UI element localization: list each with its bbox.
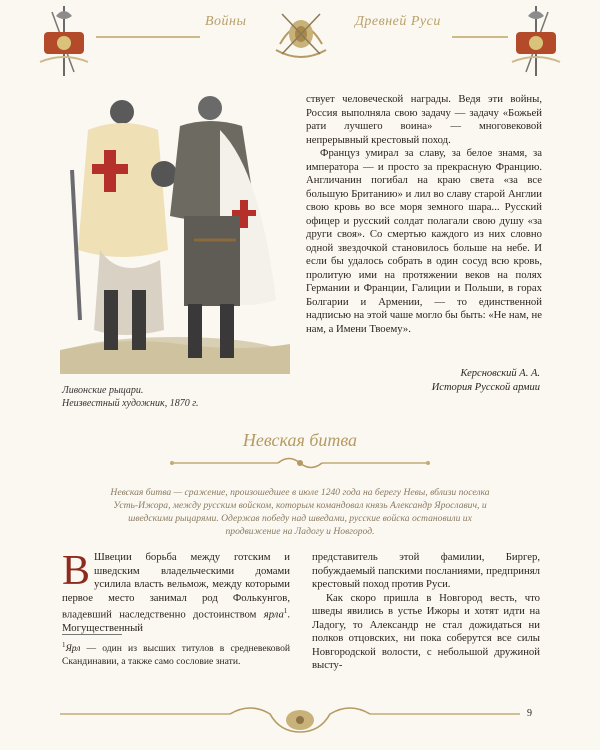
footnote-ref: 1 — [283, 607, 288, 615]
footnote-term: Ярл — [65, 643, 81, 655]
page-number: 9 — [527, 708, 532, 719]
left-weapons-ornament-icon — [34, 2, 94, 78]
quote-paragraph: ствует человеческой награды. Ведя эти войны, Россия выполняла свою задачу — задачу «Божьей рати лучшего воина» — многовековой непрерывный крестовый поход. — [306, 93, 542, 146]
body-text: Швеции борьба между готским и шведским владельческими домами усилила власть вельмож, между которыми первое место занимал род Фолькунгов, владевший наследственно достоинством — [62, 551, 290, 621]
drop-cap: В — [62, 548, 91, 594]
footnote — [62, 639, 290, 668]
footnote-number: 1 — [62, 641, 66, 649]
body-column-left — [62, 548, 290, 636]
header-left-title: Войны — [205, 14, 247, 29]
header-rule-right — [452, 36, 508, 38]
body-column-right — [312, 551, 540, 673]
livonian-knights-illustration — [60, 90, 290, 380]
footer-ornament-icon — [60, 700, 540, 742]
title-ornament-icon — [168, 454, 432, 472]
quote-attribution — [432, 367, 540, 394]
page-header — [0, 0, 600, 80]
body-term: ярла — [263, 608, 284, 621]
footnote-rule — [62, 634, 122, 635]
header-right-title: Древней Руси — [355, 14, 441, 29]
illustration-caption — [62, 384, 198, 410]
section-intro: Невская битва — сражение, произошедшее в июле 1240 года на берегу Невы, вблизи поселка Усть-Ижора, между русским войском, которым командовал князь Александр Ярославич, и шведскими рыцарями. Одержав победу над шведами, русские войска остановили их продвижение на Ладогу и Новгород. — [110, 487, 490, 537]
body-paragraph: представитель этой фамилии, Биргер, побуждаемый папскими посланиями, предпринял крестовый поход против Руси. — [312, 551, 540, 590]
weapons-emblem-icon — [272, 4, 330, 62]
caption-artist: Неизвестный художник, 1870 г. — [62, 398, 199, 409]
quote-block — [306, 93, 542, 336]
header-rule-left — [96, 36, 200, 38]
caption-title: Ливонские рыцари. — [62, 385, 144, 396]
right-weapons-ornament-icon — [506, 2, 566, 78]
section-title: Невская битва — [242, 430, 358, 450]
body-text: . Могущественный — [62, 608, 290, 635]
footnote-text: — один из высших титулов в средневековой Скандинавии, а также само сословие знати. — [62, 643, 290, 667]
quote-author: Керсновский А. А. — [460, 368, 540, 379]
body-paragraph: Как скоро пришла в Новгород весть, что шведы явились в устье Ижоры и хотят идти на Ладогу, то Александр не стал дожидаться ни полков отцовских, ни пока соберутся все силы Новгородской волости, с небольшой дружиной высту- — [312, 591, 540, 671]
quote-source: История Русской армии — [431, 381, 540, 393]
quote-paragraph: Француз умирал за славу, за белое знамя, за императора — и просто за прекрасную Францию. Англичанин погибал на краю света «за все большую Британию» и лил во славу старой Англии свою кровь во все моря земного шара... Русский офицер и русский солдат полагали свою душу «за други своя». Со смертью каждого из них словно одной звездочкой становилось больше на небе. И если бы удалось собрать в один сосуд всю кровь, пролитую ими на протяжении веков на полях Германии и Франции, Галиции и Польши, в горах Болгарии и Армении, — то единственной надписью на этой чаше могло бы быть: «Не нам, не нам, а Имени Твоему». — [306, 147, 542, 335]
